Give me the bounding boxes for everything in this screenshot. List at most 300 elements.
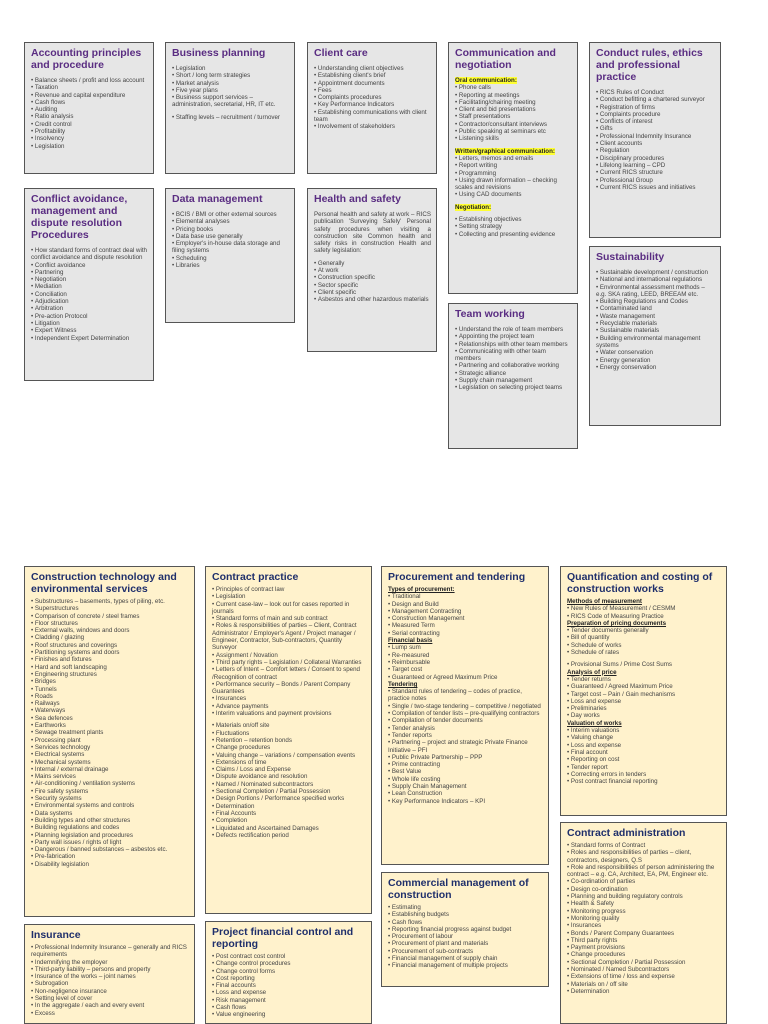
- card-title: Procurement and tendering: [388, 571, 526, 583]
- list-item: • Superstructures: [31, 605, 189, 612]
- list-item: • Determination: [567, 988, 721, 995]
- card-title: Business planning: [172, 47, 266, 59]
- list-item: • Insolvency: [31, 135, 148, 142]
- list-item: • Current RICS issues and initiatives: [596, 184, 715, 191]
- list-item: • Cash flows: [31, 99, 148, 106]
- list-item: • Lean Construction: [388, 790, 543, 797]
- list-item: • Provisional Sums / Prime Cost Sums: [567, 661, 721, 668]
- list-item: • Value engineering: [212, 1011, 366, 1018]
- list-item: • Letters, memos and emails: [455, 155, 572, 162]
- list-item: • Pre-fabrication: [31, 853, 189, 860]
- list-item: • Fees: [314, 87, 431, 94]
- card-title: Sustainability: [596, 251, 665, 263]
- list-item: • Market analysis: [172, 80, 289, 87]
- list-item: • Guaranteed / Agreed Maximum Price: [567, 683, 721, 690]
- list-item: • Litigation: [31, 320, 148, 327]
- list-item: • Third party rights: [567, 937, 721, 944]
- list-item: • Earthworks: [31, 722, 189, 729]
- paragraph: Personal health and safety at work – RICS publication 'Surveying Safely' Personal safety procedures when visiting a construction site Common health and safety risks in construction Health and safety legislation:: [314, 211, 431, 255]
- list-item: • Legislation: [31, 143, 148, 150]
- list-item: • Dispute avoidance and resolution: [212, 773, 366, 780]
- card-title: Contract administration: [567, 827, 686, 839]
- list-item: • Guaranteed or Agreed Maximum Price: [388, 674, 543, 681]
- list-item: • Third party rights – Legislation / Collateral Warranties: [212, 659, 366, 666]
- list-item: • Complaints procedures: [314, 94, 431, 101]
- card-title: Commercial management of construction: [388, 877, 529, 901]
- list-item: • Public speaking at seminars etc: [455, 128, 572, 135]
- list-item: • Report writing: [455, 162, 572, 169]
- list-item: • Public Private Partnership – PPP: [388, 754, 543, 761]
- list-item: • Supply chain management: [455, 377, 572, 384]
- list-item: • Energy conservation: [596, 364, 715, 371]
- list-item: • Defects rectification period: [212, 832, 366, 839]
- list-item: • Mechanical systems: [31, 759, 189, 766]
- list-item: • Arbitration: [31, 305, 148, 312]
- list-item: • Supply Chain Management: [388, 783, 543, 790]
- list-item: • Target cost: [388, 666, 543, 673]
- list-item: • Professional Indemnity Insurance – generally and RICS requirements: [31, 944, 189, 959]
- list-item: • Bridges: [31, 678, 189, 685]
- list-item: • Auditing: [31, 106, 148, 113]
- list-item: • Generally: [314, 260, 431, 267]
- list-item: • Finishes and fixtures: [31, 656, 189, 663]
- highlight-text: Negotiation:: [455, 203, 492, 211]
- list-item: • Client and bid presentations: [455, 106, 572, 113]
- list-item: • Correcting errors in tenders: [567, 771, 721, 778]
- list-item: • Partnering: [31, 269, 148, 276]
- list-item: • Processing plant: [31, 737, 189, 744]
- list-item: • Mediation: [31, 283, 148, 290]
- list-item: • Environmental assessment methods – e.g. SKA rating, LEED, BREEAM etc.: [596, 284, 715, 299]
- list-item: • Credit control: [31, 121, 148, 128]
- list-item: • Cladding / glazing: [31, 634, 189, 641]
- list-item: • Sustainable development / construction: [596, 269, 715, 276]
- list-item: • Elemental analyses: [172, 218, 289, 225]
- list-item: • Construction Management: [388, 615, 543, 622]
- list-item: • Lump sum: [388, 644, 543, 651]
- card-item-list: [567, 598, 721, 785]
- list-item: • Co-ordination of parties: [567, 878, 721, 885]
- list-item: • Complaints procedure: [596, 111, 715, 118]
- list-item: • Facilitating/chairing meeting: [455, 99, 572, 106]
- list-item: • Involvement of stakeholders: [314, 123, 431, 130]
- card-title: Data management: [172, 193, 263, 205]
- list-item: • Roof structures and coverings: [31, 642, 189, 649]
- list-item: • Health & Safety: [567, 900, 721, 907]
- list-item: • Materials on/off site: [212, 722, 366, 729]
- list-item: • Final Accounts: [212, 810, 366, 817]
- list-item: • Establishing objectives: [455, 216, 572, 223]
- list-item: • Client accounts: [596, 140, 715, 147]
- list-item: • Establishing client's brief: [314, 72, 431, 79]
- list-item: • Non-negligence insurance: [31, 988, 189, 995]
- list-item: • Loss and expense: [212, 989, 366, 996]
- list-item: • Tender analysis: [388, 725, 543, 732]
- list-item: • Data base use generally: [172, 233, 289, 240]
- card-item-list: [596, 269, 715, 371]
- card-item-list: [172, 211, 289, 269]
- list-item: • Procurement of sub-contracts: [388, 948, 543, 955]
- list-item: • Preliminaries: [567, 705, 721, 712]
- list-item: • Compilation of tender documents: [388, 717, 543, 724]
- list-item: • Air-conditioning / ventilation systems: [31, 780, 189, 787]
- list-item: • Internal / external drainage: [31, 766, 189, 773]
- list-item: • Reporting at meetings: [455, 92, 572, 99]
- card-item-list: [596, 89, 715, 191]
- list-item: • Extensions of time: [212, 759, 366, 766]
- list-item: • Monitoring quality: [567, 915, 721, 922]
- card-sustainability: [589, 246, 721, 426]
- card-title: Client care: [314, 47, 368, 59]
- list-item: • Dangerous / banned substances – asbestos etc.: [31, 846, 189, 853]
- list-item: • Conciliation: [31, 291, 148, 298]
- list-item: • Revenue and capital expenditure: [31, 92, 148, 99]
- list-item: • RICS Rules of Conduct: [596, 89, 715, 96]
- list-item: • Change control forms: [212, 968, 366, 975]
- list-item: • Re-measured: [388, 652, 543, 659]
- highlighted-subheading: [455, 77, 572, 84]
- list-item: • Standard rules of tendering – codes of practice, practice notes: [388, 688, 543, 703]
- list-item: • Financial management of multiple projects: [388, 962, 543, 969]
- card-item-list: [212, 953, 366, 1019]
- list-item: • Estimating: [388, 904, 543, 911]
- list-item: • Phone calls: [455, 84, 572, 91]
- list-item: • Strategic alliance: [455, 370, 572, 377]
- list-item: • Sector specific: [314, 282, 431, 289]
- list-item: • Prime contracting: [388, 761, 543, 768]
- list-item: • Change procedures: [212, 744, 366, 751]
- list-item: • Comparison of concrete / steel frames: [31, 613, 189, 620]
- list-item: • Serial contracting: [388, 630, 543, 637]
- list-item: • Final accounts: [212, 982, 366, 989]
- list-item: • Recyclable materials: [596, 320, 715, 327]
- list-item: • Staffing levels – recruitment / turnover: [172, 114, 289, 121]
- list-item: • Valuing change – variations / compensation events: [212, 752, 366, 759]
- list-item: • Procurement of plant and materials: [388, 940, 543, 947]
- list-item: • Roads: [31, 693, 189, 700]
- list-item: • Advance payments: [212, 703, 366, 710]
- card-title: Contract practice: [212, 571, 299, 583]
- list-item: • Interim valuations and payment provisions: [212, 710, 366, 717]
- list-item: • In the aggregate / each and every event: [31, 1002, 189, 1009]
- card-title: Conduct rules, ethics and professional practice: [596, 47, 703, 83]
- list-item: • Water conservation: [596, 349, 715, 356]
- list-item: • Disability legislation: [31, 861, 189, 868]
- card-health-safety: [307, 188, 437, 352]
- list-item: • Pricing books: [172, 226, 289, 233]
- list-item: • Key Performance Indicators – KPI: [388, 798, 543, 805]
- list-item: • Day works: [567, 712, 721, 719]
- highlight-text: Oral communication:: [455, 77, 517, 84]
- card-item-list: [567, 842, 721, 995]
- list-item: • Financial management of supply chain: [388, 955, 543, 962]
- list-subheading: Types of procurement:: [388, 586, 455, 593]
- list-item: • Waste management: [596, 313, 715, 320]
- list-item: • Performance security – Bonds / Parent Company Guarantees: [212, 681, 366, 696]
- list-item: • Disciplinary procedures: [596, 155, 715, 162]
- list-item: • Understanding client objectives: [314, 65, 431, 72]
- card-item-list: [212, 586, 366, 839]
- list-item: • Ratio analysis: [31, 113, 148, 120]
- list-item: • Five year plans: [172, 87, 289, 94]
- card-item-list: [455, 77, 572, 238]
- list-item: • Client specific: [314, 289, 431, 296]
- list-item: • Reporting on cost: [567, 756, 721, 763]
- list-item: • Programming: [455, 170, 572, 177]
- card-item-list: [31, 247, 148, 342]
- list-item: • Appointing the project team: [455, 333, 572, 340]
- list-item: • Using CAD documents: [455, 191, 572, 198]
- highlighted-subheading: [455, 148, 572, 155]
- list-item: • Tender report: [567, 764, 721, 771]
- list-item: • RICS Code of Measuring Practice: [567, 613, 721, 620]
- list-item: • Standard forms of main and sub contract: [212, 615, 366, 622]
- list-item: • Planning and building regulatory controls: [567, 893, 721, 900]
- list-item: • Mains services: [31, 773, 189, 780]
- list-item: • Nominated / Named Subcontractors: [567, 966, 721, 973]
- list-item: • Reimbursable: [388, 659, 543, 666]
- list-item: • Cash flows: [212, 1004, 366, 1011]
- card-construction-technology: [24, 566, 195, 917]
- list-item: • Schedule of works: [567, 642, 721, 649]
- highlight-text: Written/graphical communication:: [455, 147, 555, 155]
- list-subheading: Preparation of pricing documents: [567, 619, 667, 627]
- list-item: • Security systems: [31, 795, 189, 802]
- list-item: • Establishing communications with client team: [314, 109, 431, 124]
- list-item: • Services technology: [31, 744, 189, 751]
- card-team-working: [448, 303, 578, 449]
- list-item: • Key Performance Indicators: [314, 101, 431, 108]
- list-item: • Reporting financial progress against budget: [388, 926, 543, 933]
- list-item: • Standard forms of Contract: [567, 842, 721, 849]
- list-item: • Tender documents generally: [567, 627, 721, 634]
- card-item-list: [31, 598, 189, 868]
- list-item: • National and international regulations: [596, 276, 715, 283]
- list-item: • Monitoring progress: [567, 908, 721, 915]
- list-subheading: Financial basis: [388, 637, 433, 645]
- list-item: • Setting strategy: [455, 223, 572, 230]
- list-item: • Taxation: [31, 84, 148, 91]
- card-title: Accounting principles and procedure: [31, 47, 142, 71]
- list-item: • Adjudication: [31, 298, 148, 305]
- card-title: Team working: [455, 308, 525, 320]
- card-contract-administration: [560, 822, 727, 1024]
- list-item: • Design co-ordination: [567, 886, 721, 893]
- card-title: Project financial control and reporting: [212, 926, 354, 950]
- list-item: • Independent Expert Determination: [31, 335, 148, 342]
- list-item: • Retention – retention bonds: [212, 737, 366, 744]
- list-item: • Professional Group: [596, 177, 715, 184]
- card-item-list: [31, 77, 148, 150]
- list-item: • Sewage treatment plants: [31, 729, 189, 736]
- list-item: • Lifelong learning – CPD: [596, 162, 715, 169]
- card-insurance: [24, 924, 195, 1024]
- list-item: • Appointment documents: [314, 80, 431, 87]
- highlighted-subheading: [455, 204, 572, 211]
- list-item: • Valuing change: [567, 734, 721, 741]
- list-item: • Engineering structures: [31, 671, 189, 678]
- list-item: • Contaminated land: [596, 305, 715, 312]
- list-item: • Tender returns: [567, 676, 721, 683]
- list-item: • Current case-law – look out for cases reported in journals: [212, 601, 366, 616]
- list-item: • Hard and soft landscaping: [31, 664, 189, 671]
- list-item: • Asbestos and other hazardous materials: [314, 296, 431, 303]
- card-business-planning: [165, 42, 295, 174]
- card-item-list: [172, 65, 289, 121]
- list-item: • Liquidated and Ascertained Damages: [212, 825, 366, 832]
- list-item: • Staff presentations: [455, 113, 572, 120]
- list-item: • Tunnels: [31, 686, 189, 693]
- list-item: • Risk management: [212, 997, 366, 1004]
- card-client-care: [307, 42, 437, 174]
- card-communication: [448, 42, 578, 294]
- list-item: • Bill of quantity: [567, 634, 721, 641]
- list-item: • Post contract financial reporting: [567, 778, 721, 785]
- card-title: Construction technology and environmental services: [31, 571, 177, 595]
- list-item: • Gifts: [596, 125, 715, 132]
- card-title: Conflict avoidance, management and dispute resolution Procedures: [31, 193, 128, 241]
- list-item: • Change control procedures: [212, 960, 366, 967]
- card-item-list: [388, 586, 543, 805]
- list-item: • Traditional: [388, 593, 543, 600]
- list-item: • Design and Build: [388, 601, 543, 608]
- list-item: • Partnering and collaborative working: [455, 362, 572, 369]
- list-item: • External walls, windows and doors: [31, 627, 189, 634]
- list-item: • Construction specific: [314, 274, 431, 281]
- list-item: • Letters of Intent – Comfort letters / Consent to spend /Recognition of contract: [212, 666, 366, 681]
- list-subheading: Methods of measurement: [567, 598, 642, 605]
- list-item: • Communicating with other team members: [455, 348, 572, 363]
- list-item: • Procurement of labour: [388, 933, 543, 940]
- list-subheading: Tendering: [388, 680, 418, 688]
- list-item: • Waterways: [31, 707, 189, 714]
- list-item: • Insurance of the works – joint names: [31, 973, 189, 980]
- list-item: • Roles & responsibilities of parties – Client, Contract Administrator / Employer's Agent / Project manager / Engineer, Contractor, Sub-contractors, Quantity Surveyor: [212, 622, 366, 651]
- list-item: • At work: [314, 267, 431, 274]
- list-item: • Scheduling: [172, 255, 289, 262]
- list-item: • Target cost – Pain / Gain mechanisms: [567, 691, 721, 698]
- list-item: • Legislation on selecting project teams: [455, 384, 572, 391]
- list-item: • Final account: [567, 749, 721, 756]
- card-item-list: [314, 211, 431, 304]
- list-item: • Design Portions / Performance specified works: [212, 795, 366, 802]
- card-procurement-tendering: [381, 566, 549, 865]
- list-item: • Business support services – administration, secretarial, HR, IT etc.: [172, 94, 289, 109]
- list-item: • Interim valuations: [567, 727, 721, 734]
- list-item: • Current RICS structure: [596, 169, 715, 176]
- list-item: • Conduct befitting a chartered surveyor: [596, 96, 715, 103]
- list-item: • Third-party liability – persons and property: [31, 966, 189, 973]
- list-item: • Environmental systems and controls: [31, 802, 189, 809]
- list-item: • Conflicts of interest: [596, 118, 715, 125]
- list-item: • Sectional Completion / Partial Possession: [567, 959, 721, 966]
- list-item: • Professional Indemnity Insurance: [596, 133, 715, 140]
- list-item: • Registration of firms: [596, 104, 715, 111]
- list-item: • Profitability: [31, 128, 148, 135]
- list-item: • Floor structures: [31, 620, 189, 627]
- list-item: • Fire safety systems: [31, 788, 189, 795]
- list-item: • Excess: [31, 1010, 189, 1017]
- list-item: • Balance sheets / profit and loss account: [31, 77, 148, 84]
- card-title: Communication and negotiation: [455, 47, 556, 71]
- list-item: • Insurances: [567, 922, 721, 929]
- list-item: • Loss and expense: [567, 742, 721, 749]
- list-item: • Building types and other structures: [31, 817, 189, 824]
- list-subheading: Analysis of price: [567, 668, 617, 676]
- list-item: • Electrical systems: [31, 751, 189, 758]
- list-item: • Role and responsibilities of person administering the contract – e.g. CA, Architect, EA, PM, Engineer etc.: [567, 864, 721, 879]
- list-item: • Contractor/consultant interviews: [455, 121, 572, 128]
- list-item: • Subrogation: [31, 980, 189, 987]
- list-item: • Negotiation: [31, 276, 148, 283]
- list-item: • Data systems: [31, 810, 189, 817]
- list-item: • Libraries: [172, 262, 289, 269]
- list-item: • Sea defences: [31, 715, 189, 722]
- list-item: • Collecting and presenting evidence: [455, 231, 572, 238]
- card-commercial-management: [381, 872, 549, 987]
- list-item: • Short / long term strategies: [172, 72, 289, 79]
- list-item: • New Rules of Measurement / CESMM: [567, 605, 721, 612]
- list-item: • Roles and responsibilities of parties – client, contractors, designers, Q.S: [567, 849, 721, 864]
- list-item: • Setting level of cover: [31, 995, 189, 1002]
- card-item-list: [455, 326, 572, 392]
- list-item: • Relationships with other team members: [455, 341, 572, 348]
- list-item: • Tender reports: [388, 732, 543, 739]
- list-item: • Indemnifying the employer: [31, 959, 189, 966]
- list-item: • Building environmental management systems: [596, 335, 715, 350]
- list-item: • Establishing budgets: [388, 911, 543, 918]
- list-item: • Principles of contract law: [212, 586, 366, 593]
- list-item: • Post contract cost control: [212, 953, 366, 960]
- list-item: • Assignment / Novation: [212, 652, 366, 659]
- list-item: • Determination: [212, 803, 366, 810]
- list-item: • Payment provisions: [567, 944, 721, 951]
- list-item: • Railways: [31, 700, 189, 707]
- list-item: • Partitioning systems and doors: [31, 649, 189, 656]
- list-item: • Cash flows: [388, 919, 543, 926]
- list-item: • Claims / Loss and Expense: [212, 766, 366, 773]
- list-item: • How standard forms of contract deal with conflict avoidance and dispute resolution: [31, 247, 148, 262]
- card-data-management: [165, 188, 295, 323]
- list-item: • Using drawn information – checking scales and revisions: [455, 177, 572, 192]
- list-item: • Loss and expense: [567, 698, 721, 705]
- card-conduct-rules: [589, 42, 721, 238]
- card-conflict-avoidance: [24, 188, 154, 381]
- card-contract-practice: [205, 566, 372, 914]
- card-item-list: [31, 944, 189, 1017]
- list-item: • Best Value: [388, 768, 543, 775]
- list-item: • Fluctuations: [212, 730, 366, 737]
- card-title: Insurance: [31, 929, 81, 941]
- list-item: • Partnering – project and strategic Private Finance Initiative – PFI: [388, 739, 543, 754]
- list-item: • Planning legislation and procedures: [31, 832, 189, 839]
- list-item: • Named / Nominated subcontractors: [212, 781, 366, 788]
- list-item: • Conflict avoidance: [31, 262, 148, 269]
- card-item-list: [314, 65, 431, 131]
- card-project-financial-control: [205, 921, 372, 1024]
- list-item: • Cost reporting: [212, 975, 366, 982]
- card-item-list: [388, 904, 543, 970]
- list-item: • Sustainable materials: [596, 327, 715, 334]
- list-item: • Compilation of tender lists – pre-qualifying contractors: [388, 710, 543, 717]
- list-item: • Legislation: [172, 65, 289, 72]
- list-item: • Regulation: [596, 147, 715, 154]
- list-item: • Measured Term: [388, 622, 543, 629]
- list-item: • Employer's in-house data storage and filing systems: [172, 240, 289, 255]
- list-item: • Building regulations and codes: [31, 824, 189, 831]
- list-subheading: Valuation of works: [567, 719, 622, 727]
- card-title: Quantification and costing of construction works: [567, 571, 713, 595]
